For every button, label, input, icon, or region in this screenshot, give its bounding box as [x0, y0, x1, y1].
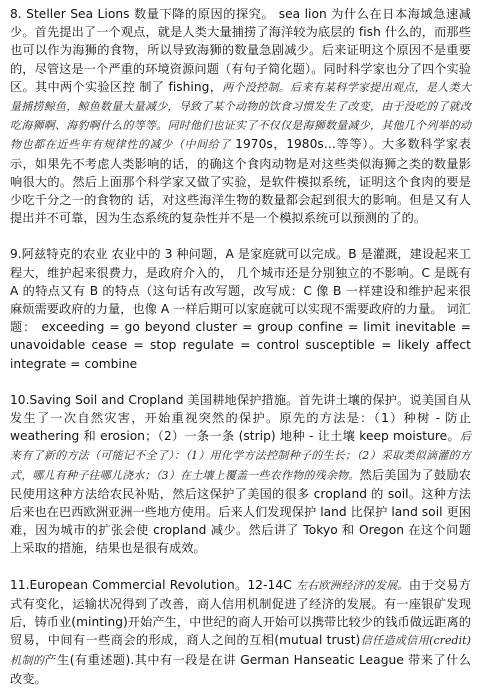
text-run: 由于交易方式有变化，运输状况得到了改善，商人信用机制促进了经济的发展。有一座银矿发现后，铸币业(minting)开始产生，中世纪的商人开始可以携带比较少的钱币做远距离的贸易，中间有一些商会的形成，商人之间的互相(mutual trust)	[10, 577, 472, 648]
text-run: 11.European Commercial Revolution。12-14C	[10, 577, 296, 592]
text-run: 8. Steller Sea Lions 数量下降的原因的探究。 sea lion 为什么在日本海域急速减少。首先提出了一个观点，就是人类大量捕捞了海洋较为底层的 fish 什么的，而那些也可以作为海狮的食物，所以导致海狮的数量急剧减少。后来证明这个原因不是重要的，尽管这是一个严重的环境资源问题（有句子简化题）。同时科学家也分了四个实验区。其中两个实验区控 制了 fishing，	[10, 7, 471, 94]
paragraph-11	[10, 576, 471, 688]
text-run: 10.Saving Soil and Cropland 美国耕地保护措施。首先讲土壤的保护。说美国自从发生了一次自然灾害，开始重视突然的保护。原先的方法是：（1）种树 - 防止 weathering 和 erosion；（2）一条一条 (strip) 地种 - 让土壤 keep moisture。	[10, 392, 471, 444]
paragraph-9	[10, 245, 471, 372]
paragraph-8	[10, 5, 471, 227]
text-run: 然后美国为了鼓励农民使用这种方法给农民补贴，然后这保护了美国的很多 cropland 的 soil。这种方法后来也在巴西欧洲亚洲一些地方使用。后来人们发现保护 land 比保护 land soil 更困难，因为城市的扩张会使 cropland 减少。然后讲了 Tokyo 和 Oregon 在这个问题上采取的措施，结果也是很有成效。	[10, 467, 471, 556]
text-run: 产生(有重述题).其中有一段是在讲 German Hanseatic League 带来了什么改变。	[10, 652, 471, 686]
text-run: 9.阿兹特克的农业 农业中的 3 种问题，A 是家庭就可以完成。B 是灌溉，建设起来工程大，维护起来很费力，是政府介入的， 几个城市还是分别独立的不影响。C 是既有 A 的特点又有 B 的特点（这句话有改写题，改写成：C 像 B 一样建设和维护起来很麻烦需要政府的力量，也像 A 一样后期可以家庭就可以实现不需要政府的力量。 词汇题： exceeding = go beyond cluster = group confine = limit inevitable = unavoidable cease = stop regulate = control susceptible = likely affect integrate = combine	[10, 247, 471, 371]
text-run: 1970s，1980s…等等）。大多数科学家表示，如果先不考虑人类影响的话，的确这个食肉动物是对这些类似海狮之类的数量影响很大的。然后上面那个科学家又做了实验，是软件模拟系统，证明这个食肉的要是少吃千分之一的食物的 话，对这些海洋生物的数量都会起到很大的影响。但是又有人提出并不可靠，因为生态系统的复杂性并不是一个模拟系统可以预测的了的。	[10, 137, 471, 226]
handwritten-run: 两个没控制。后来有某科学家提出观点，是人类大量捕捞鲸鱼，鲸鱼数量大量减少，导致了某个动物的饮食习惯发生了改变，由于没吃的了就改吃海狮啊、海豹啊什么的等等。同时他们也证实了不仅仅是海狮数量减少，其他几个列举的动物也都在近些年有规律性的减少（中间给了	[10, 80, 471, 152]
handwritten-run: 后来有了新的方法（可能记不全了）：（1）用化学方法控制种子的生长；（2）采取类似滴灌的方式，哪儿有种子往哪儿浇水；（3）在土壤上覆盖一些农作物的残余物。	[10, 430, 471, 482]
paragraph-10	[10, 391, 471, 558]
handwritten-run: 左右欧洲经济的发展。	[295, 578, 409, 592]
handwritten-run: 信任造成信用(credit)机制的	[10, 634, 471, 667]
